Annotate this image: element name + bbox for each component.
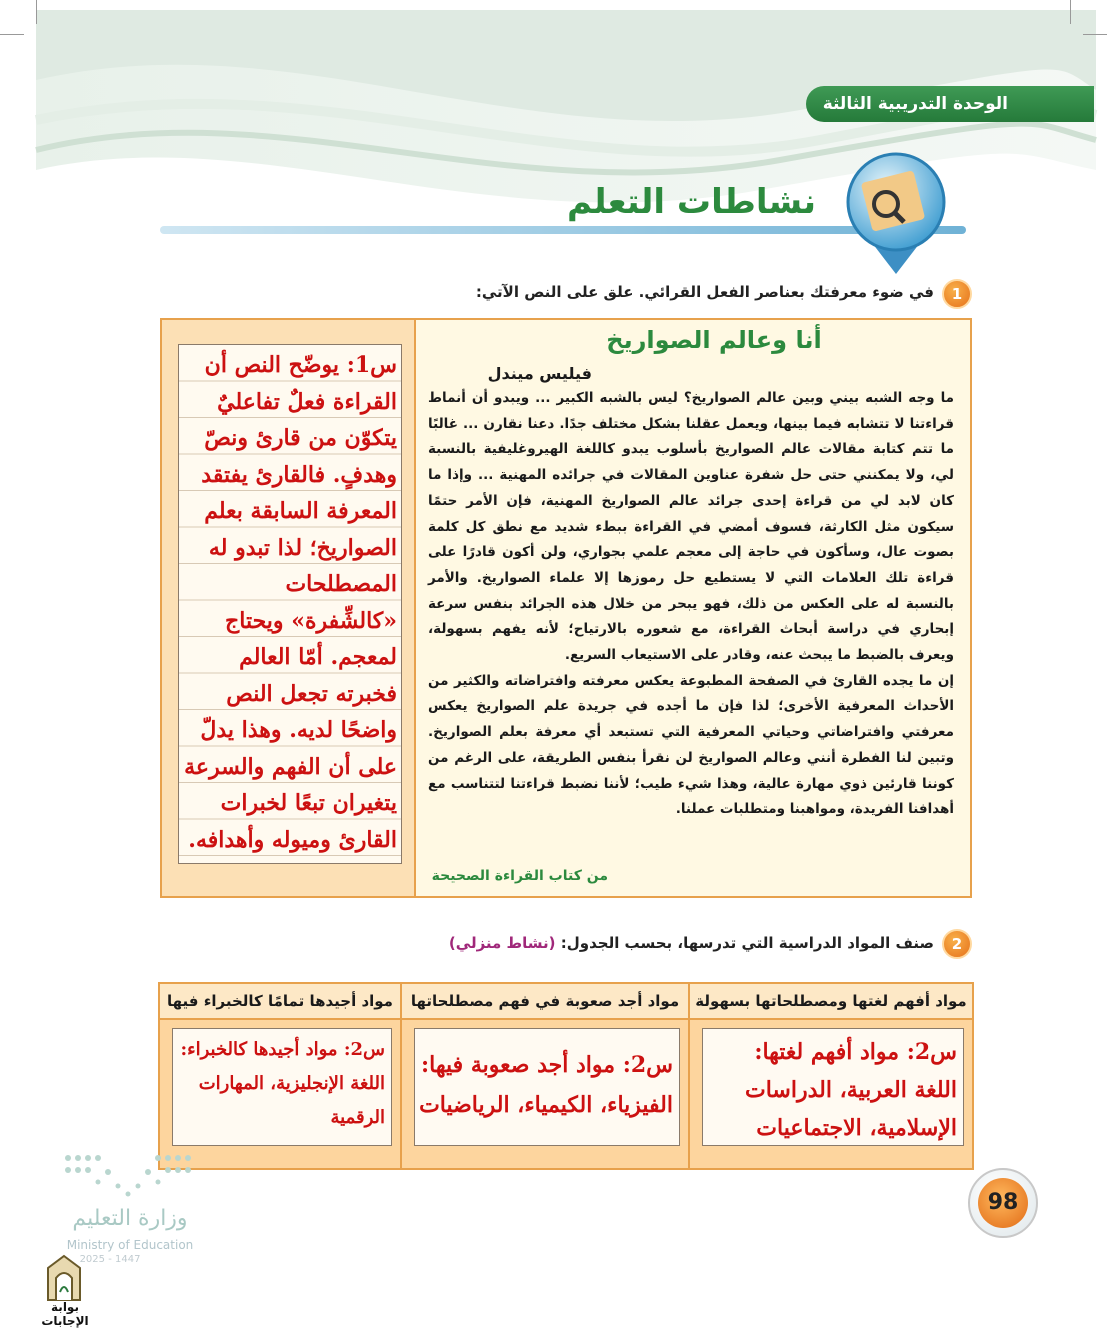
question-prompt bbox=[440, 934, 934, 952]
page-number: 98 bbox=[978, 1178, 1028, 1228]
table-header: مواد أفهم لغتها ومصطلحاتها بسهولة bbox=[688, 982, 974, 1020]
ministry-name-arabic: وزارة التعليم bbox=[72, 1206, 188, 1231]
table-header: مواد أجيدها تمامًا كالخبراء فيها bbox=[158, 982, 402, 1020]
reading-paragraph: ما وجه الشبه بيني وبين عالم الصواريخ؟ ليس بالشبه الكبير ... ويبدو أن أنماط قراءتنا لا تتشابه فيما بينها، ويعمل عقلنا بشكل مختلف جدًا. دعنا نقارن ... غالبًا ما تتم كتابة مقالات عالم الصواريخ بأسلوب يبدو كاللغة الهيروغليفية بالنسبة لي، ولا يمكنني حتى حل شفرة عناوين المقالات في جرائده المهنية ... وإذا ما كان لابد لي من قراءة إحدى جرائد عالم الصواريخ المهنية، فإن الأمر حتمًا سيكون مثل الكارثة، فسوف أمضي في القراءة ببطء شديد مع نطق كل كلمة بصوت عال، وسأكون في حاجة إلى معجم علمي بجواري، ولن أكون قادرًا على قراءة تلك العلامات التي لا يستطيع حل رموزها إلا علماء الصواريخ. والأمر بالنسبة له على العكس من ذلك، فهو يبحر من خلال هذه الجرائد بنفس سرعة إبحاري في دراسة أبحاث القراءة، مع شعوره بالارتياح؛ لأنه يفهم بسهولة، ويعرف بالضبط ما يبحث عنه، وقادر على الاستيعاب السريع. bbox=[428, 390, 954, 664]
ministry-name-english: Ministry of Education bbox=[66, 1238, 194, 1252]
page-number-badge bbox=[968, 1168, 1038, 1238]
reading-body bbox=[428, 386, 954, 823]
table-cell bbox=[400, 1020, 690, 1170]
reading-author: فيليس ميندل bbox=[487, 364, 592, 383]
answer-column bbox=[162, 320, 414, 896]
answer-text: س2: مواد أفهم لغتها: اللغة العربية، الدراسات الإسلامية، الاجتماعيات bbox=[745, 1039, 957, 1141]
reading-text-column bbox=[414, 320, 970, 896]
answer-card[interactable] bbox=[702, 1028, 964, 1146]
ministry-year: 2025 - 1447 bbox=[79, 1254, 141, 1265]
question-prompt-text: صنف المواد الدراسية التي تدرسها، بحسب الجدول: bbox=[560, 934, 934, 952]
answer-card[interactable] bbox=[172, 1028, 392, 1146]
reading-paragraph: إن ما يجده القارئ في الصفحة المطبوعة يعكس معرفته وافتراضاته والكثير من الأحداث المعرفية الأخرى؛ لذا فإن ما أجده في جريدة علم الصواريخ يعكس معرفتي وافتراضاتي وحياتي المعرفية التي تستبعد أي معرفة بعلم الصواريخ. وتبين لنا الفطرة أنني وعالم الصواريخ لن نقرأ بنفس الطريقة، على الرغم من كوننا قارئين ذوي مهارة عالية، وهذا شيء طيب؛ لأننا نضبط قراءتنا لتتناسب مع أهدافنا الفريدة، ومواهبنا ومتطلبات عملنا. bbox=[428, 672, 954, 818]
answer-text: س2: مواد أجيدها كالخبراء: اللغة الإنجليزية، المهارات الرقمية bbox=[180, 1039, 385, 1128]
answer-text: س1: يوضّح النص أن القراءة فعلٌ تفاعليٌ يتكوّن من قارئ ونصّ وهدفٍ. فالقارئ يفتقد المعرفة السابقة بعلم الصواريخ؛ لذا تبدو له المصطلحات «كالشِّفرة» ويحتاج لمعجم. أمّا العالم فخبرته تجعل النص واضحًا لديه. وهذا يدلّ على أن الفهم والسرعة يتغيران تبعًا لخبرات القارئ وميوله وأهدافه. bbox=[184, 352, 397, 853]
homework-tag: (نشاط منزلي) bbox=[448, 934, 556, 952]
reading-source: من كتاب القراءة الصحيحة bbox=[431, 868, 608, 884]
ministry-logo-dots-icon bbox=[62, 1150, 200, 1200]
question-prompt: في ضوء معرفتك بعناصر الفعل القرائي. علق على النص الآتي: bbox=[475, 283, 934, 301]
unit-ribbon: الوحدة التدريبية الثالثة bbox=[806, 86, 1094, 122]
answer-card[interactable] bbox=[414, 1028, 680, 1146]
answer-text: س2: مواد أجد صعوبة فيها: الفيزياء، الكيمياء، الرياضيات bbox=[419, 1052, 673, 1118]
classification-table bbox=[158, 982, 974, 1170]
magnifier-emblem-icon bbox=[836, 150, 956, 276]
table-cell bbox=[688, 1020, 974, 1170]
portal-name: بوابة الإجابات bbox=[41, 1300, 89, 1328]
reading-title: أنا وعالم الصواريخ bbox=[606, 326, 822, 354]
answer-card[interactable] bbox=[178, 344, 402, 864]
table-cell bbox=[158, 1020, 402, 1170]
question-number-badge: 1 bbox=[942, 279, 972, 309]
portal-logo-icon bbox=[44, 1254, 84, 1302]
section-title: نشاطات التعلم bbox=[567, 182, 816, 222]
question-number-badge: 2 bbox=[942, 929, 972, 959]
table-header: مواد أجد صعوبة في فهم مصطلحاتها bbox=[400, 982, 690, 1020]
